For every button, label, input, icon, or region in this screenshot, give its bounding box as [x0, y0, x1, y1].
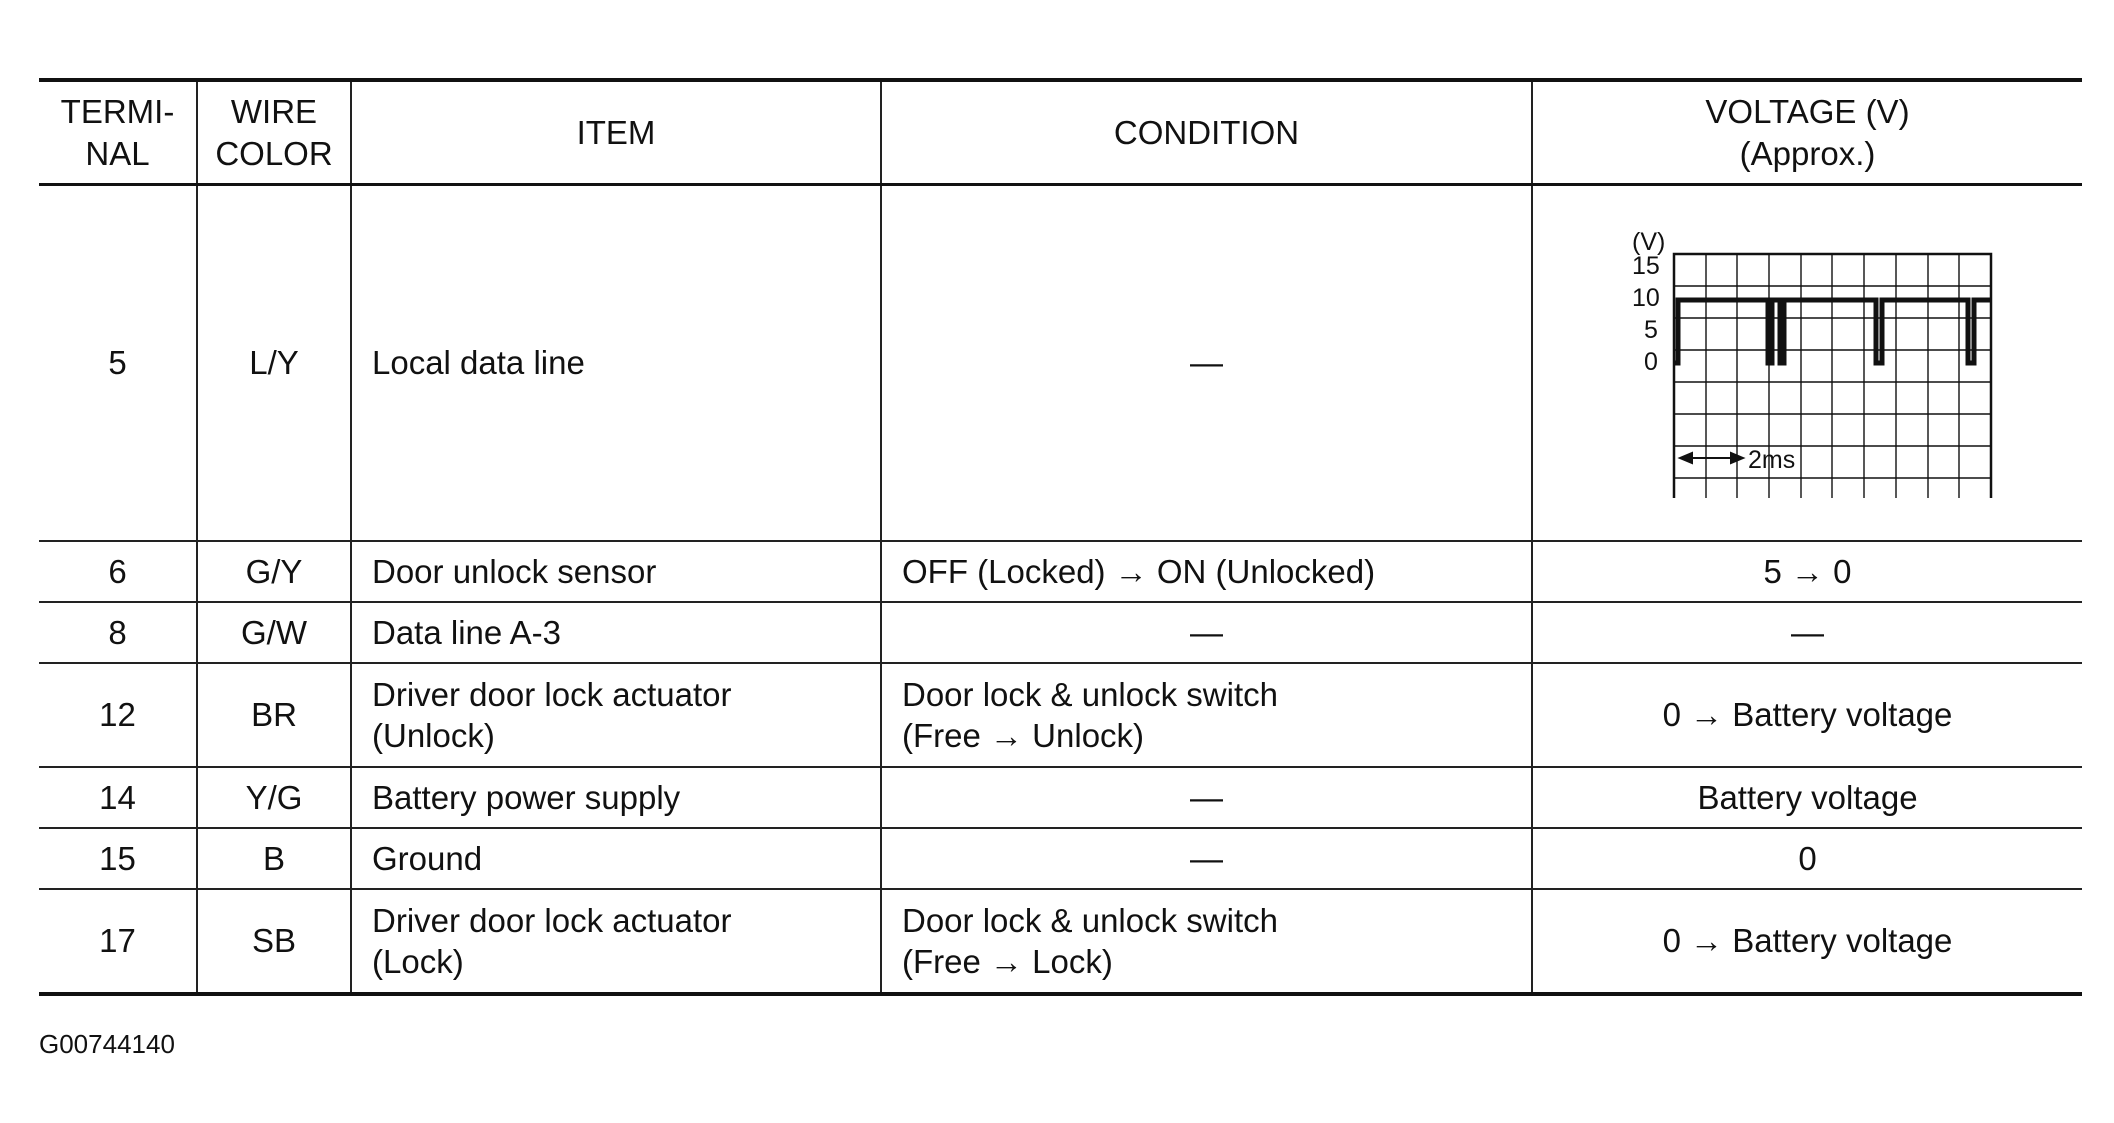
- waveform-diagram: [1618, 228, 1998, 498]
- header-item: ITEM: [351, 80, 881, 185]
- wire-color-cell: BR: [197, 663, 351, 767]
- voltage-cell: 0 → Battery voltage: [1532, 889, 2082, 994]
- condition-cell: Door lock & unlock switch (Free → Unlock): [881, 663, 1532, 767]
- terminal-cell: 15: [39, 828, 197, 889]
- wire-color-cell: G/Y: [197, 541, 351, 602]
- terminal-cell: 12: [39, 663, 197, 767]
- voltage-cell: 0 → Battery voltage: [1532, 663, 2082, 767]
- condition-cell: OFF (Locked) → ON (Unlocked): [881, 541, 1532, 602]
- table-row: [39, 828, 2082, 889]
- time-scale-arrow: [1680, 453, 1743, 463]
- item-cell: Door unlock sensor: [351, 541, 881, 602]
- voltage-cell: Battery voltage: [1532, 767, 2082, 828]
- waveform-tick-0: 0: [1643, 348, 1658, 376]
- wire-color-cell: B: [197, 828, 351, 889]
- condition-cell: —: [881, 828, 1532, 889]
- table-row: [39, 889, 2082, 994]
- item-cell: Ground: [351, 828, 881, 889]
- table-row: [39, 767, 2082, 828]
- waveform-unit-label: (V): [1631, 228, 1665, 256]
- table-row: [39, 185, 2082, 542]
- condition-cell: —: [881, 185, 1532, 542]
- item-cell: Data line A-3: [351, 602, 881, 663]
- item-cell: Driver door lock actuator (Lock): [351, 889, 881, 994]
- waveform-tick-5: 5: [1643, 316, 1658, 344]
- terminal-cell: 5: [39, 185, 197, 542]
- item-cell: Battery power supply: [351, 767, 881, 828]
- wire-color-cell: SB: [197, 889, 351, 994]
- item-cell: Driver door lock actuator (Unlock): [351, 663, 881, 767]
- terminal-cell: 14: [39, 767, 197, 828]
- table-row: [39, 541, 2082, 602]
- wire-color-cell: Y/G: [197, 767, 351, 828]
- table-row: [39, 602, 2082, 663]
- wire-color-cell: L/Y: [197, 185, 351, 542]
- condition-cell: —: [881, 767, 1532, 828]
- item-cell: Local data line: [351, 185, 881, 542]
- table-row: [39, 663, 2082, 767]
- waveform-tick-10: 10: [1631, 284, 1660, 312]
- condition-cell: —: [881, 602, 1532, 663]
- header-voltage: VOLTAGE (V) (Approx.): [1532, 80, 2082, 185]
- voltage-cell: 0: [1532, 828, 2082, 889]
- table-header-row: [39, 80, 2082, 185]
- waveform-tick-15: 15: [1631, 252, 1660, 280]
- terminal-table: [39, 78, 2082, 996]
- terminal-cell: 6: [39, 541, 197, 602]
- voltage-cell: [1532, 185, 2082, 542]
- header-wire-color: WIRE COLOR: [197, 80, 351, 185]
- terminal-cell: 8: [39, 602, 197, 663]
- header-terminal: TERMI- NAL: [39, 80, 197, 185]
- time-scale-label: 2ms: [1747, 446, 1795, 474]
- header-condition: CONDITION: [881, 80, 1532, 185]
- wire-color-cell: G/W: [197, 602, 351, 663]
- waveform-grid: [1674, 254, 1991, 498]
- condition-cell: Door lock & unlock switch (Free → Lock): [881, 889, 1532, 994]
- voltage-cell: —: [1532, 602, 2082, 663]
- voltage-cell: 5 → 0: [1532, 541, 2082, 602]
- terminal-cell: 17: [39, 889, 197, 994]
- figure-id: G00744140: [39, 1029, 175, 1059]
